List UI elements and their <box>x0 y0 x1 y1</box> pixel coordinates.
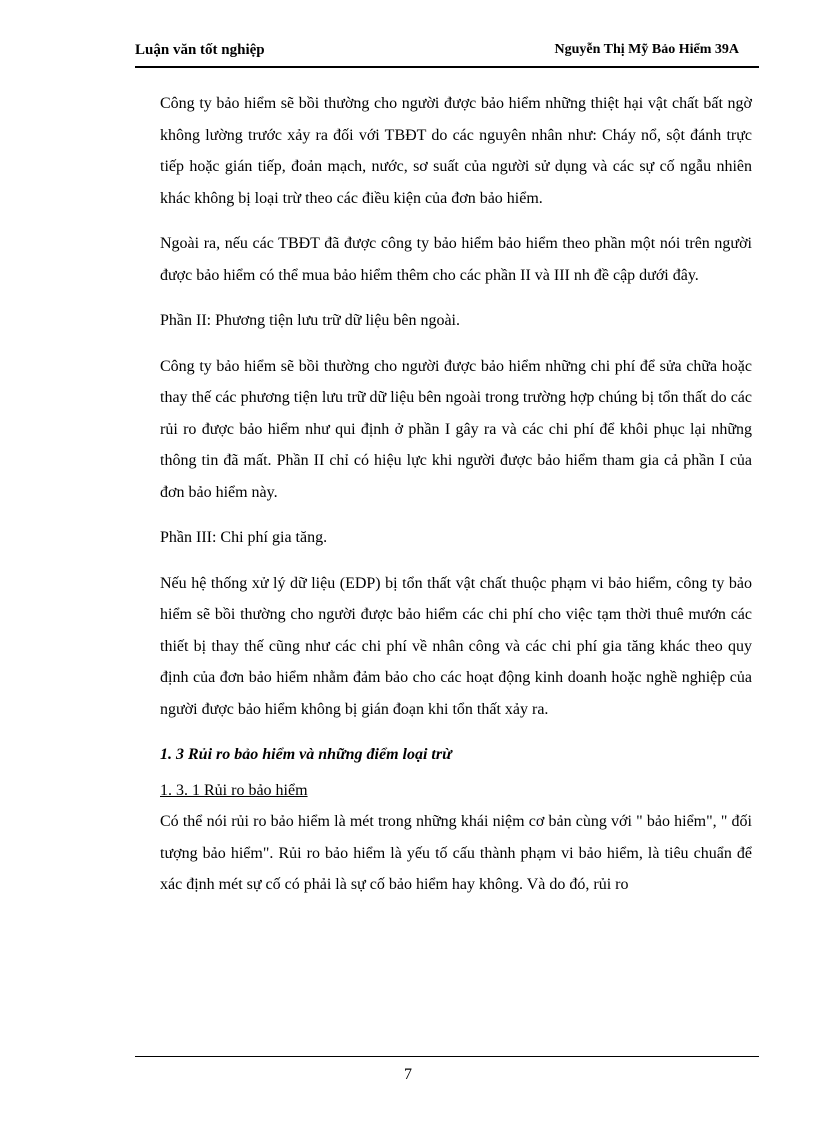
page-header <box>135 36 759 68</box>
body-paragraph: Nếu hệ thống xử lý dữ liệu (EDP) bị tổn thất vật chất thuộc phạm vi bảo hiểm, công ty bảo hiểm sẽ bồi thường cho người được bảo hiểm các chi phí cho việc tạm thời thuê mướn các thiết bị thay thế cũng như các chi phí về nhân công và các chi phí gia tăng khác theo quy định của đơn bảo hiểm nhằm đảm bảo cho các hoạt động kinh doanh hoặc nghề nghiệp của người được bảo hiểm không bị gián đoạn khi tổn thất xảy ra. <box>160 574 752 718</box>
subsection-heading: 1. 3. 1 Rủi ro bảo hiểm <box>160 781 308 799</box>
page-number: 7 <box>404 1066 412 1083</box>
section-heading: 1. 3 Rủi ro bảo hiểm và những điểm loại trừ <box>160 746 452 763</box>
body-paragraph: Công ty bảo hiểm sẽ bồi thường cho người được bảo hiểm những thiệt hại vật chất bất ngờ không lường trước xảy ra đối với TBĐT do các nguyên nhân như: Cháy nổ, sột đánh trực tiếp hoặc gián tiếp, đoản mạch, nước, sơ suất của người sử dụng và các sự cố ngẫu nhiên khác không bị loại trừ theo các điều kiện của đơn bảo hiểm. <box>160 95 752 207</box>
body-paragraph: Công ty bảo hiểm sẽ bồi thường cho người được bảo hiểm những chi phí để sửa chữa hoặc thay thế các phương tiện lưu trữ dữ liệu bên ngoài trong trường hợp chúng bị tổn thất do các rủi ro được bảo hiểm như qui định ở phần I gây ra và các chi phí để khôi phục lại những thông tin đã mất. Phần II chỉ có hiệu lực khi người được bảo hiểm tham gia cả phần I của đơn bảo hiểm này. <box>160 357 752 501</box>
body-paragraph: Ngoài ra, nếu các TBĐT đã được công ty bảo hiểm bảo hiểm theo phần một nói trên người được bảo hiểm có thể mua bảo hiểm thêm cho các phần II và III nh đề cập dưới đây. <box>160 235 752 284</box>
footer-divider <box>135 1056 759 1057</box>
page-body <box>160 88 752 901</box>
section-label: Phần III: Chi phí gia tăng. <box>160 529 328 546</box>
header-title: Luận văn tốt nghiệp <box>135 42 265 58</box>
section-label: Phần II: Phương tiện lưu trữ dữ liệu bên ngoài. <box>160 312 460 329</box>
body-paragraph: Có thể nói rủi ro bảo hiểm là mét trong những khái niệm cơ bản cùng với " bảo hiểm", " đối tượng bảo hiểm". Rủi ro bảo hiểm là yếu tố cấu thành phạm vi bảo hiểm, là tiêu chuẩn để xác định mét sự cố có phải là sự cố bảo hiểm hay không. Và do đó, rủi ro <box>160 813 752 893</box>
header-author: Nguyễn Thị Mỹ Bảo Hiểm 39A <box>554 42 739 57</box>
